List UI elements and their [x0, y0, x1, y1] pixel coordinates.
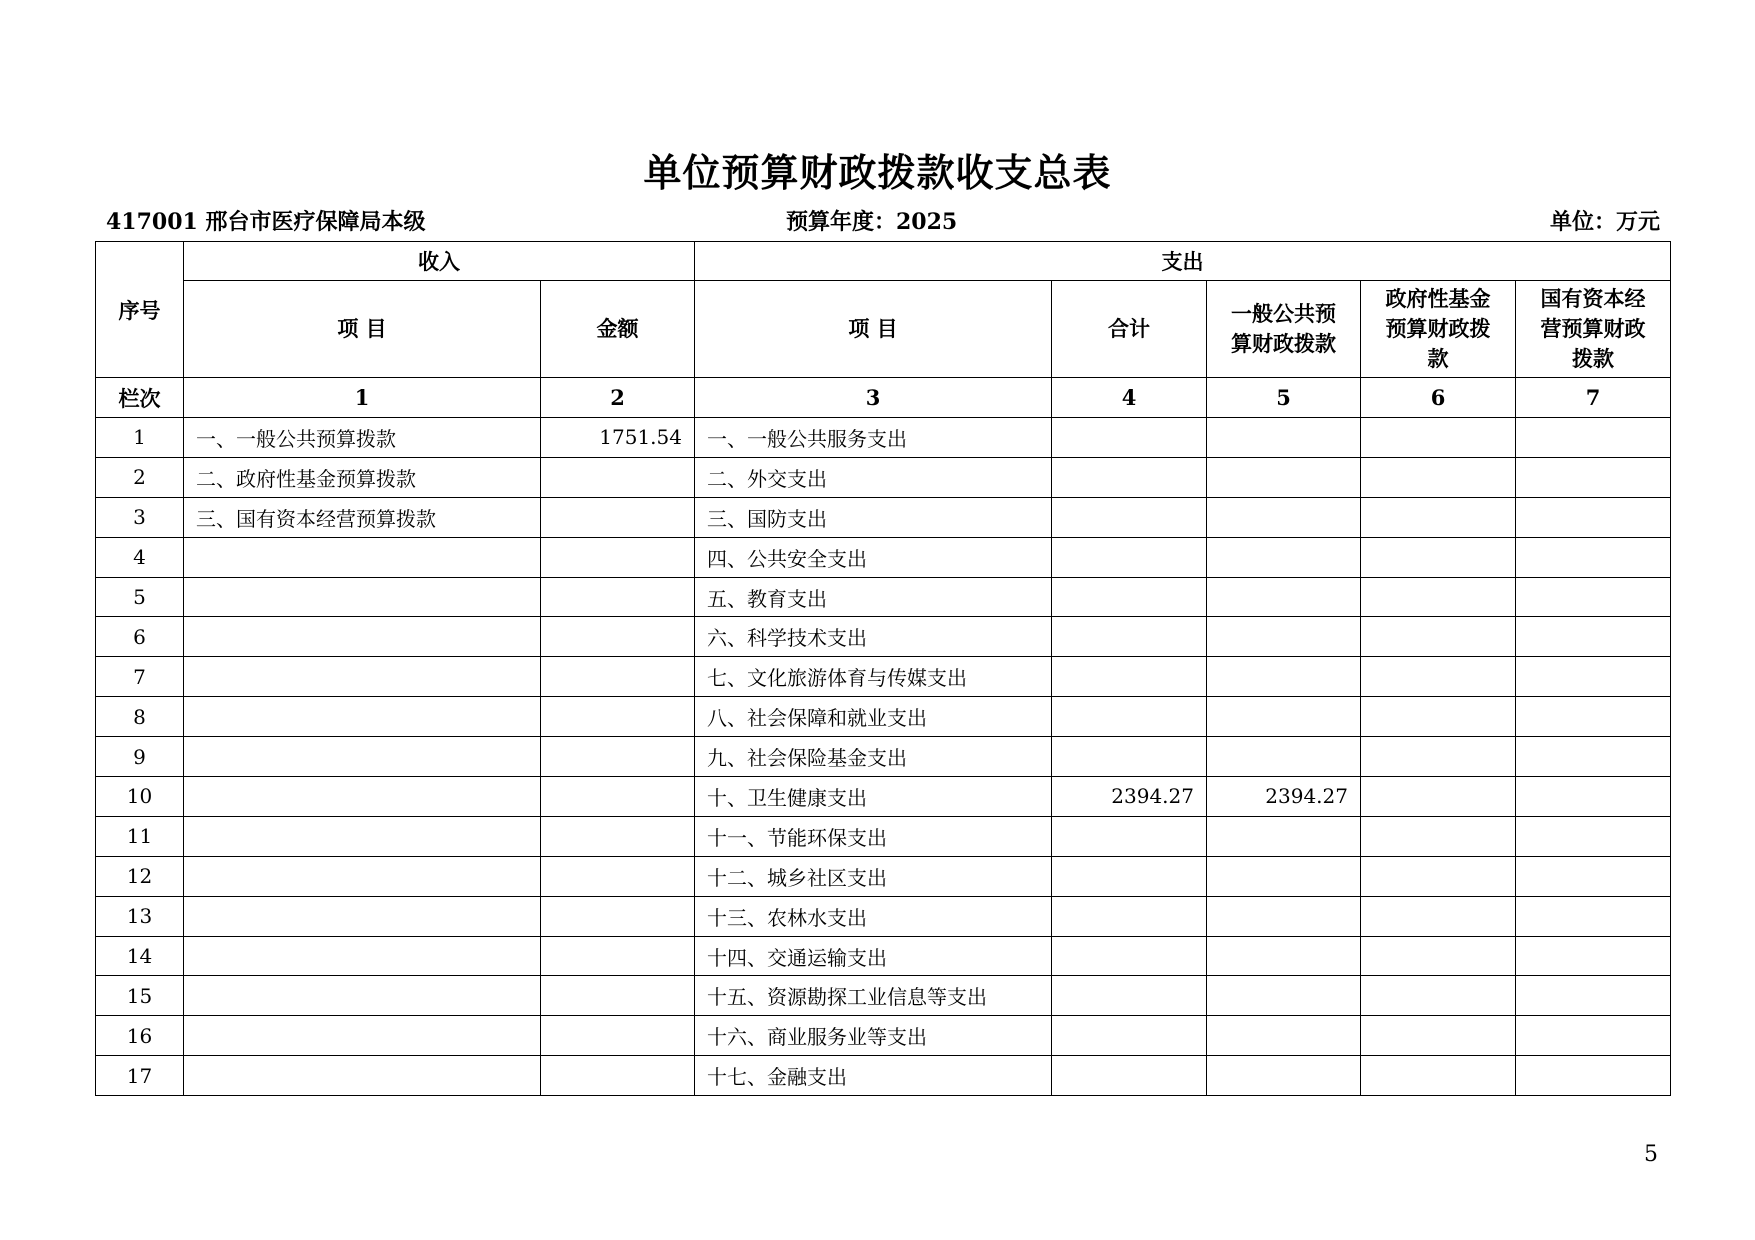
cell-income-amount: [541, 617, 695, 657]
cell-fund: [1361, 418, 1516, 458]
table-row: [96, 457, 1671, 497]
cell-state: [1516, 657, 1671, 697]
cell-fund: [1361, 896, 1516, 936]
cell-general: [1207, 457, 1361, 497]
table-row: [96, 418, 1671, 458]
cell-expense-item: 十、卫生健康支出: [695, 777, 1052, 817]
cell-income-item: [184, 617, 541, 657]
cell-fund: [1361, 1056, 1516, 1096]
cell-income-amount: [541, 497, 695, 537]
cell-income-item: [184, 697, 541, 737]
cell-state: [1516, 816, 1671, 856]
cell-seq: 15: [96, 976, 184, 1016]
cell-expense-item: 十一、节能环保支出: [695, 816, 1052, 856]
cell-income-amount: [541, 816, 695, 856]
cell-general: [1207, 418, 1361, 458]
cell-seq: 16: [96, 1016, 184, 1056]
cell-general: [1207, 577, 1361, 617]
cell-income-item: [184, 777, 541, 817]
unit-label: 单位：万元: [1549, 209, 1660, 235]
page-number: 5: [1644, 1142, 1658, 1167]
header-state: 国有资本经营预算财政拨款: [1516, 281, 1671, 378]
cell-expense-item: 十六、商业服务业等支出: [695, 1016, 1052, 1056]
cell-fund: [1361, 1016, 1516, 1056]
cell-income-amount: [541, 856, 695, 896]
cell-expense-item: 四、公共安全支出: [695, 537, 1052, 577]
cell-seq: 5: [96, 577, 184, 617]
cell-income-item: [184, 816, 541, 856]
cell-seq: 1: [96, 418, 184, 458]
cell-seq: 10: [96, 777, 184, 817]
cell-income-amount: [541, 657, 695, 697]
cell-state: [1516, 457, 1671, 497]
cell-general: [1207, 737, 1361, 777]
cell-expense-item: 七、文化旅游体育与传媒支出: [695, 657, 1052, 697]
table-row: [96, 497, 1671, 537]
cell-income-item: [184, 976, 541, 1016]
cell-income-item: [184, 657, 541, 697]
cell-income-amount: 1751.54: [541, 418, 695, 458]
table-row: [96, 816, 1671, 856]
cell-general: [1207, 976, 1361, 1016]
table-row: [96, 577, 1671, 617]
table-row: [96, 1056, 1671, 1096]
cell-total: [1052, 697, 1207, 737]
header-income: 收入: [184, 242, 695, 281]
cell-income-amount: [541, 936, 695, 976]
cell-income-item: [184, 577, 541, 617]
cell-income-item: [184, 936, 541, 976]
cell-income-amount: [541, 737, 695, 777]
cell-state: [1516, 737, 1671, 777]
header-col-num: 7: [1516, 378, 1671, 418]
cell-seq: 9: [96, 737, 184, 777]
cell-total: [1052, 537, 1207, 577]
header-col-label: 栏次: [96, 378, 184, 418]
cell-state: [1516, 418, 1671, 458]
cell-total: [1052, 657, 1207, 697]
cell-fund: [1361, 856, 1516, 896]
header-total: 合计: [1052, 281, 1207, 378]
cell-income-item: 二、政府性基金预算拨款: [184, 457, 541, 497]
cell-state: [1516, 896, 1671, 936]
cell-general: [1207, 537, 1361, 577]
header-col-num: 2: [541, 378, 695, 418]
cell-expense-item: 三、国防支出: [695, 497, 1052, 537]
page-title: 单位预算财政拨款收支总表: [643, 150, 1112, 195]
cell-seq: 4: [96, 537, 184, 577]
header-col-num: 1: [184, 378, 541, 418]
cell-total: [1052, 497, 1207, 537]
cell-expense-item: 十四、交通运输支出: [695, 936, 1052, 976]
cell-state: [1516, 617, 1671, 657]
cell-seq: 13: [96, 896, 184, 936]
table-row: [96, 1016, 1671, 1056]
cell-income-amount: [541, 537, 695, 577]
cell-income-item: [184, 896, 541, 936]
cell-income-amount: [541, 777, 695, 817]
table-row: [96, 856, 1671, 896]
cell-expense-item: 十二、城乡社区支出: [695, 856, 1052, 896]
cell-fund: [1361, 617, 1516, 657]
cell-general: [1207, 657, 1361, 697]
cell-state: [1516, 1056, 1671, 1096]
table-row: [96, 657, 1671, 697]
cell-income-item: [184, 1016, 541, 1056]
cell-state: [1516, 856, 1671, 896]
header-income-item: 项 目: [184, 281, 541, 378]
cell-general: [1207, 856, 1361, 896]
cell-general: [1207, 816, 1361, 856]
cell-fund: [1361, 777, 1516, 817]
cell-seq: 11: [96, 816, 184, 856]
cell-income-amount: [541, 896, 695, 936]
cell-total: [1052, 737, 1207, 777]
cell-expense-item: 八、社会保障和就业支出: [695, 697, 1052, 737]
cell-fund: [1361, 497, 1516, 537]
cell-total: [1052, 936, 1207, 976]
cell-income-item: [184, 737, 541, 777]
cell-seq: 14: [96, 936, 184, 976]
cell-fund: [1361, 457, 1516, 497]
header-col-num: 3: [695, 378, 1052, 418]
cell-expense-item: 二、外交支出: [695, 457, 1052, 497]
cell-state: [1516, 976, 1671, 1016]
cell-general: [1207, 617, 1361, 657]
table-row: [96, 697, 1671, 737]
header-col-num: 4: [1052, 378, 1207, 418]
table-row: [96, 936, 1671, 976]
cell-seq: 17: [96, 1056, 184, 1096]
header-general: 一般公共预算财政拨款: [1207, 281, 1361, 378]
cell-income-amount: [541, 1056, 695, 1096]
header-expense-item: 项 目: [695, 281, 1052, 378]
cell-income-amount: [541, 457, 695, 497]
cell-expense-item: 五、教育支出: [695, 577, 1052, 617]
cell-income-item: 一、一般公共预算拨款: [184, 418, 541, 458]
cell-income-amount: [541, 1016, 695, 1056]
cell-income-item: [184, 537, 541, 577]
table-row: [96, 976, 1671, 1016]
header-seq: 序号: [96, 242, 184, 378]
table-row: [96, 896, 1671, 936]
table-row: [96, 537, 1671, 577]
cell-general: [1207, 1056, 1361, 1096]
cell-seq: 7: [96, 657, 184, 697]
header-col-num: 6: [1361, 378, 1516, 418]
cell-fund: [1361, 697, 1516, 737]
cell-general: [1207, 497, 1361, 537]
cell-income-item: [184, 1056, 541, 1096]
cell-state: [1516, 1016, 1671, 1056]
cell-fund: [1361, 657, 1516, 697]
table-row: [96, 617, 1671, 657]
cell-general: [1207, 896, 1361, 936]
cell-seq: 8: [96, 697, 184, 737]
cell-expense-item: 一、一般公共服务支出: [695, 418, 1052, 458]
cell-general: [1207, 1016, 1361, 1056]
cell-total: [1052, 1016, 1207, 1056]
cell-expense-item: 六、科学技术支出: [695, 617, 1052, 657]
cell-total: [1052, 856, 1207, 896]
cell-fund: [1361, 936, 1516, 976]
cell-total: [1052, 976, 1207, 1016]
cell-expense-item: 十七、金融支出: [695, 1056, 1052, 1096]
cell-state: [1516, 777, 1671, 817]
budget-table: [95, 241, 1671, 1096]
cell-income-amount: [541, 697, 695, 737]
cell-fund: [1361, 976, 1516, 1016]
cell-state: [1516, 697, 1671, 737]
table-body: [96, 418, 1671, 1096]
cell-seq: 3: [96, 497, 184, 537]
cell-total: [1052, 1056, 1207, 1096]
budget-year: 预算年度：2025: [786, 209, 958, 235]
cell-fund: [1361, 537, 1516, 577]
cell-general: 2394.27: [1207, 777, 1361, 817]
cell-state: [1516, 936, 1671, 976]
cell-income-item: 三、国有资本经营预算拨款: [184, 497, 541, 537]
table-row: [96, 737, 1671, 777]
cell-state: [1516, 497, 1671, 537]
cell-total: [1052, 577, 1207, 617]
cell-seq: 12: [96, 856, 184, 896]
cell-total: [1052, 816, 1207, 856]
cell-income-amount: [541, 577, 695, 617]
header-col-num: 5: [1207, 378, 1361, 418]
cell-general: [1207, 697, 1361, 737]
cell-general: [1207, 936, 1361, 976]
cell-expense-item: 十五、资源勘探工业信息等支出: [695, 976, 1052, 1016]
cell-seq: 2: [96, 457, 184, 497]
header-expense: 支出: [695, 242, 1671, 281]
cell-fund: [1361, 816, 1516, 856]
cell-fund: [1361, 577, 1516, 617]
cell-seq: 6: [96, 617, 184, 657]
cell-state: [1516, 577, 1671, 617]
cell-total: [1052, 457, 1207, 497]
cell-total: [1052, 418, 1207, 458]
cell-fund: [1361, 737, 1516, 777]
unit-name: 417001 邢台市医疗保障局本级: [106, 209, 426, 235]
cell-total: [1052, 896, 1207, 936]
cell-expense-item: 十三、农林水支出: [695, 896, 1052, 936]
cell-expense-item: 九、社会保险基金支出: [695, 737, 1052, 777]
table-row: [96, 777, 1671, 817]
header-income-amount: 金额: [541, 281, 695, 378]
cell-state: [1516, 537, 1671, 577]
cell-total: [1052, 617, 1207, 657]
cell-income-amount: [541, 976, 695, 1016]
cell-total: 2394.27: [1052, 777, 1207, 817]
header-fund: 政府性基金预算财政拨款: [1361, 281, 1516, 378]
cell-income-item: [184, 856, 541, 896]
